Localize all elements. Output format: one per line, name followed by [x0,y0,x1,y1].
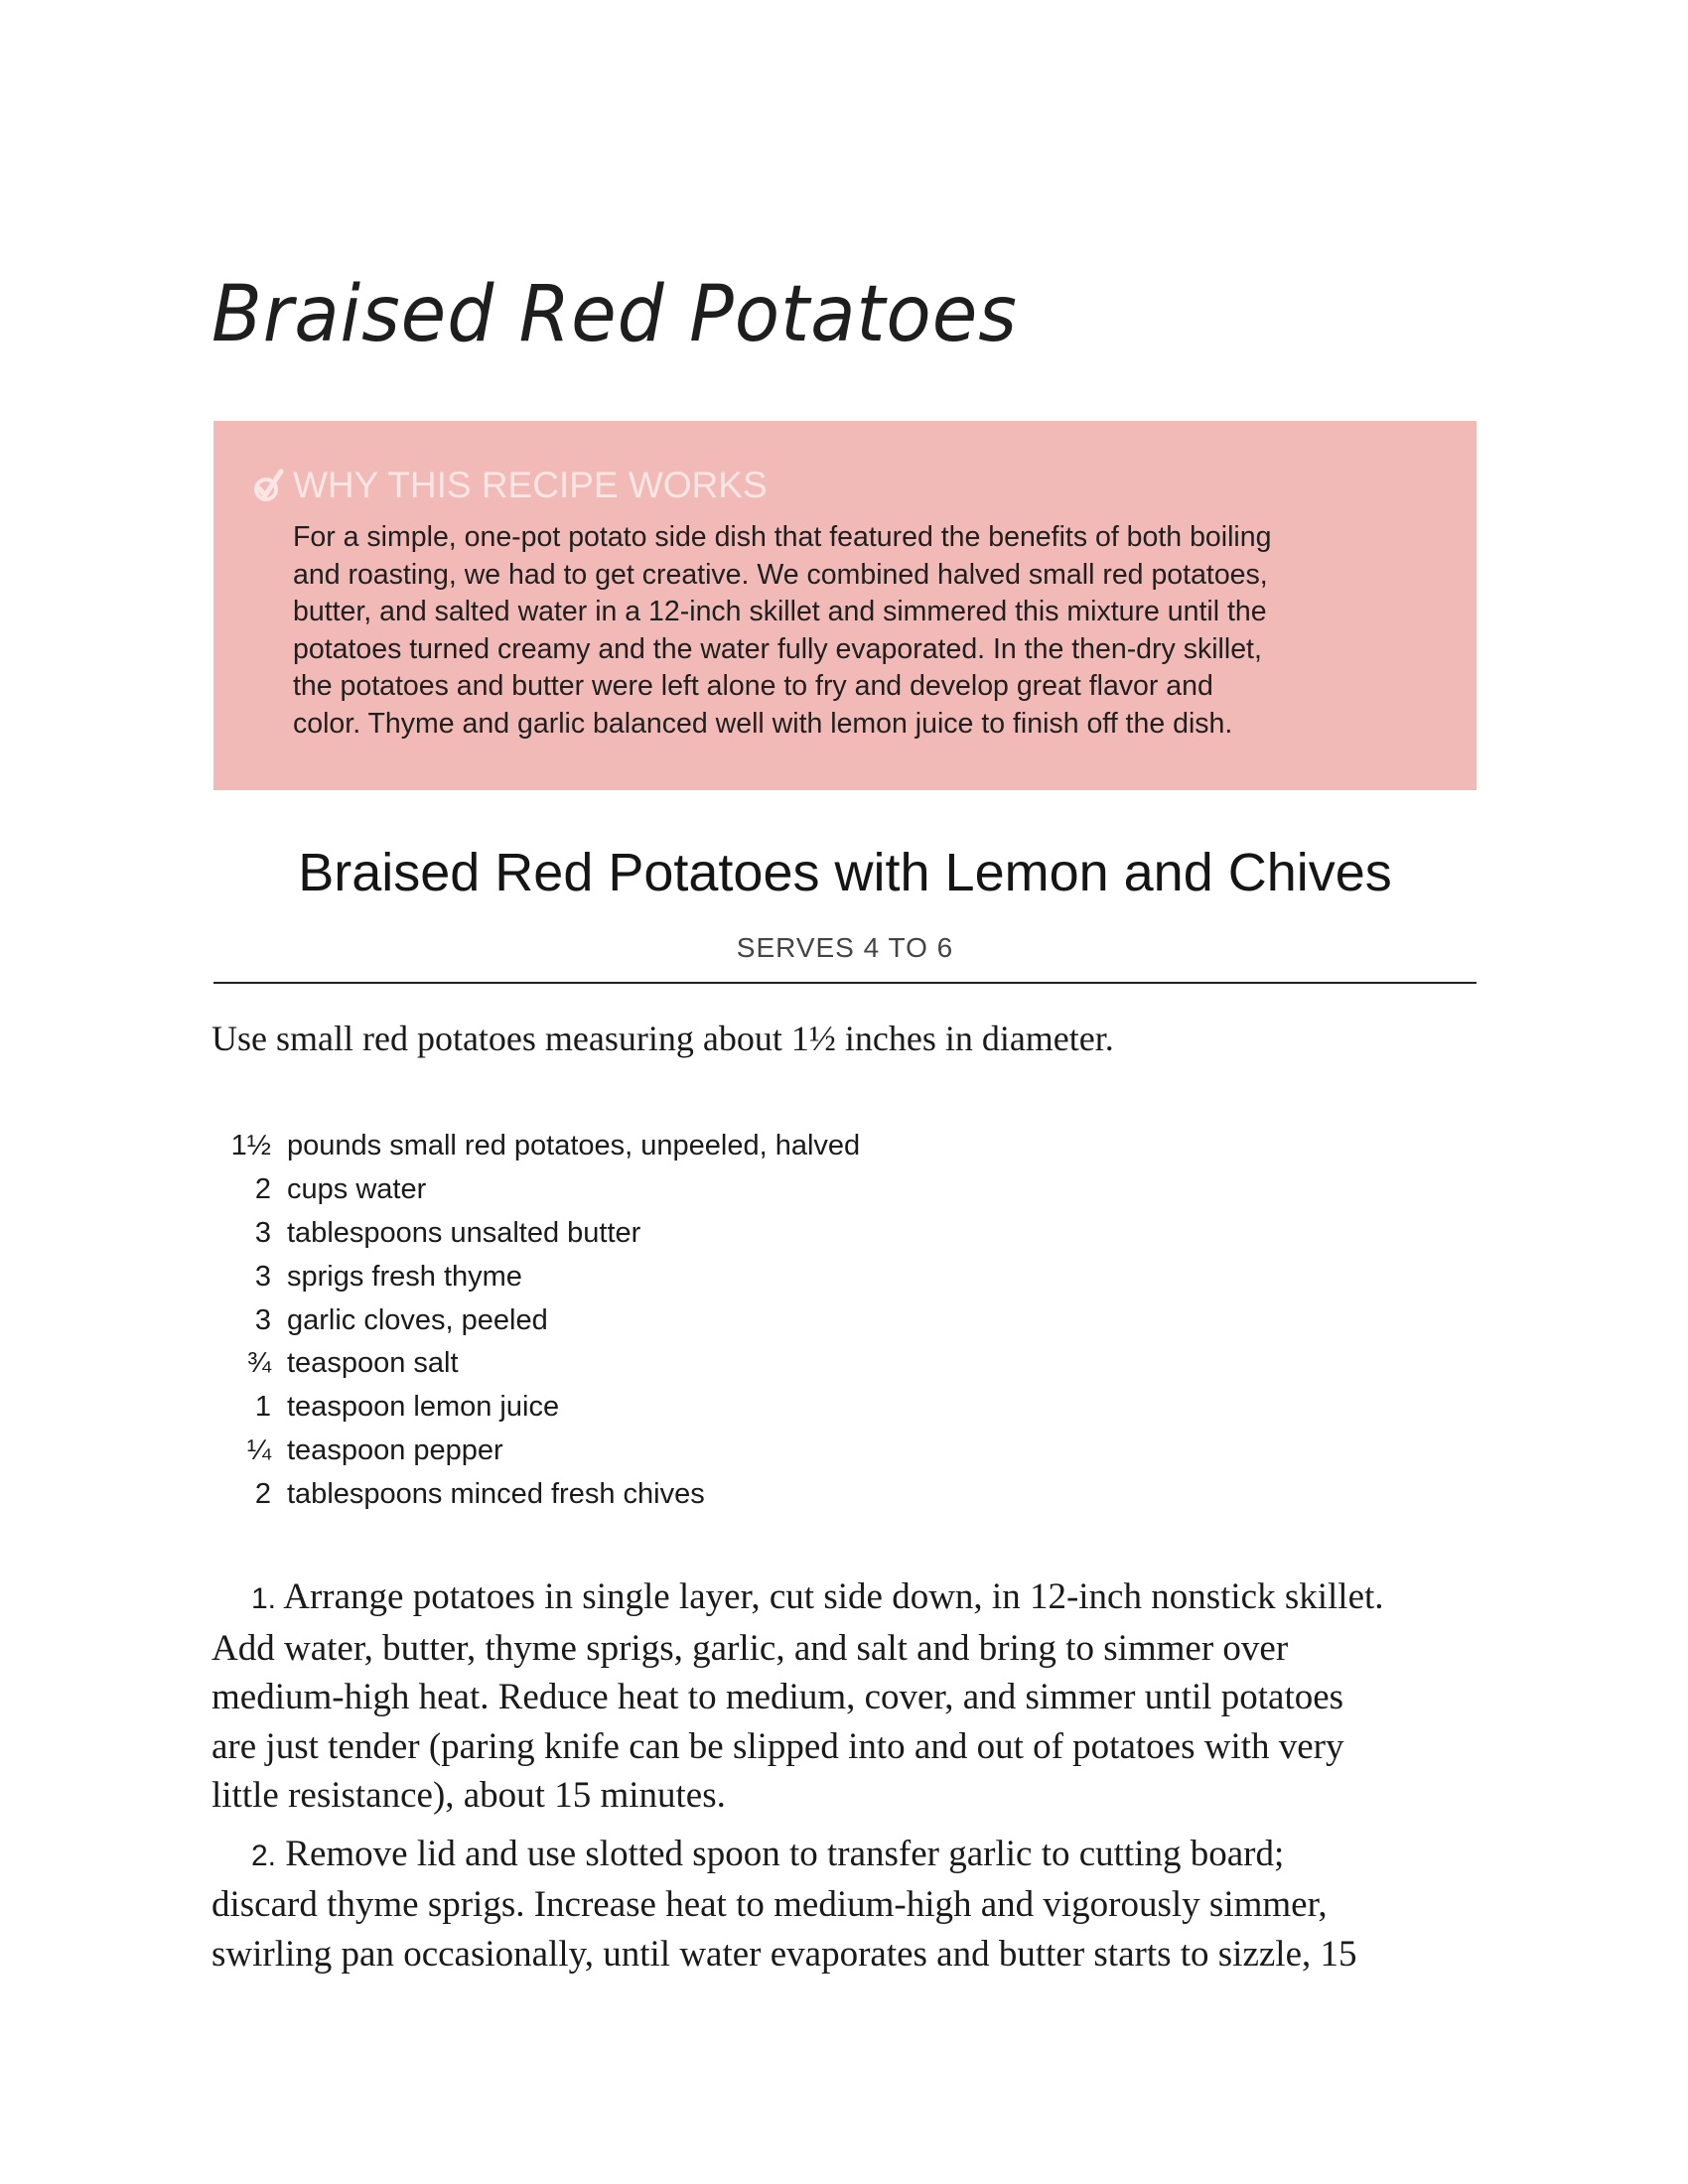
ingredient-text: pounds small red potatoes, unpeeled, halved [287,1130,861,1162]
serves-label: SERVES 4 TO 6 [736,932,954,963]
step-text: Remove lid and use slotted spoon to transfer garlic to cutting board; [285,1833,1285,1874]
step-line: Add water, butter, thyme sprigs, garlic, and salt and bring to simmer over [211,1627,1289,1669]
ingredient-item [213,1255,860,1298]
ingredient-text: garlic cloves, peeled [287,1303,548,1336]
instruction-step [211,1830,1482,1979]
recipe-title: Braised Red Potatoes with Lemon and Chives [298,843,1392,902]
why-box-heading [253,465,768,506]
step-line: little resistance), about 15 minutes. [211,1775,726,1816]
ingredient-item [213,1212,860,1256]
ingredient-qty: ¾ [246,1347,271,1380]
divider [213,982,1477,984]
why-box-line: the potatoes and butter were left alone to fry and develop great flavor and [293,670,1213,702]
step-line: are just tender (paring knife can be slipped into and out of potatoes with very [211,1725,1344,1767]
ingredient-item [213,1298,860,1342]
ingredient-qty: 3 [254,1260,271,1293]
instructions [211,1572,1482,1987]
ingredient-item [213,1342,860,1386]
ingredient-qty: 2 [254,1477,271,1510]
step-line [211,1572,1482,1624]
ingredient-item [213,1125,860,1168]
step-line: medium-high heat. Reduce heat to medium, cover, and simmer until potatoes [211,1677,1344,1717]
ingredient-item [213,1472,860,1516]
ingredient-text: teaspoon salt [287,1347,459,1380]
chapter-title: Braised Red Potatoes [211,270,1018,359]
ingredient-qty: 1½ [230,1130,271,1162]
step-line [211,1830,1482,1881]
ingredient-text: tablespoons unsalted butter [287,1216,641,1249]
why-box-heading-text: WHY THIS RECIPE WORKS [293,465,768,505]
why-box-line: potatoes turned creamy and the water fully evaporated. In the then-dry skillet, [293,632,1262,665]
ingredient-qty: 1 [254,1391,271,1424]
ingredient-qty: 3 [254,1303,271,1336]
step-line: swirling pan occasionally, until water evaporates and butter starts to sizzle, 15 [211,1933,1357,1975]
why-box-line: For a simple, one-pot potato side dish that featured the benefits of both boiling [293,521,1272,553]
ingredient-item [213,1430,860,1473]
why-box-line: and roasting, we had to get creative. We combined halved small red potatoes, [293,558,1268,591]
why-box-line: color. Thyme and garlic balanced well with lemon juice to finish off the dish. [293,707,1233,740]
step-text: Arrange potatoes in single layer, cut side down, in 12-inch nonstick skillet. [283,1576,1384,1617]
ingredient-qty: 2 [254,1173,271,1206]
why-this-recipe-works-box [213,421,1477,790]
check-icon [253,468,285,503]
why-box-line: butter, and salted water in a 12-inch skillet and simmered this mixture until the [293,596,1267,627]
step-number: 2. [251,1839,277,1872]
step-line: discard thyme sprigs. Increase heat to medium-high and vigorously simmer, [211,1884,1328,1925]
ingredient-text: tablespoons minced fresh chives [287,1477,705,1510]
recipe-note: Use small red potatoes measuring about 1½ inches in diameter. [211,1019,1114,1058]
ingredient-text: cups water [287,1173,427,1206]
ingredient-qty: ¼ [246,1433,271,1466]
why-box-body [293,519,1435,743]
ingredient-item [213,1168,860,1212]
ingredient-item [213,1386,860,1430]
ingredient-list [213,1125,860,1516]
instruction-step [211,1572,1482,1821]
step-number: 1. [251,1582,277,1615]
ingredient-text: teaspoon pepper [287,1433,503,1466]
ingredient-text: teaspoon lemon juice [287,1391,560,1424]
ingredient-qty: 3 [254,1216,271,1249]
ingredient-text: sprigs fresh thyme [287,1260,522,1293]
